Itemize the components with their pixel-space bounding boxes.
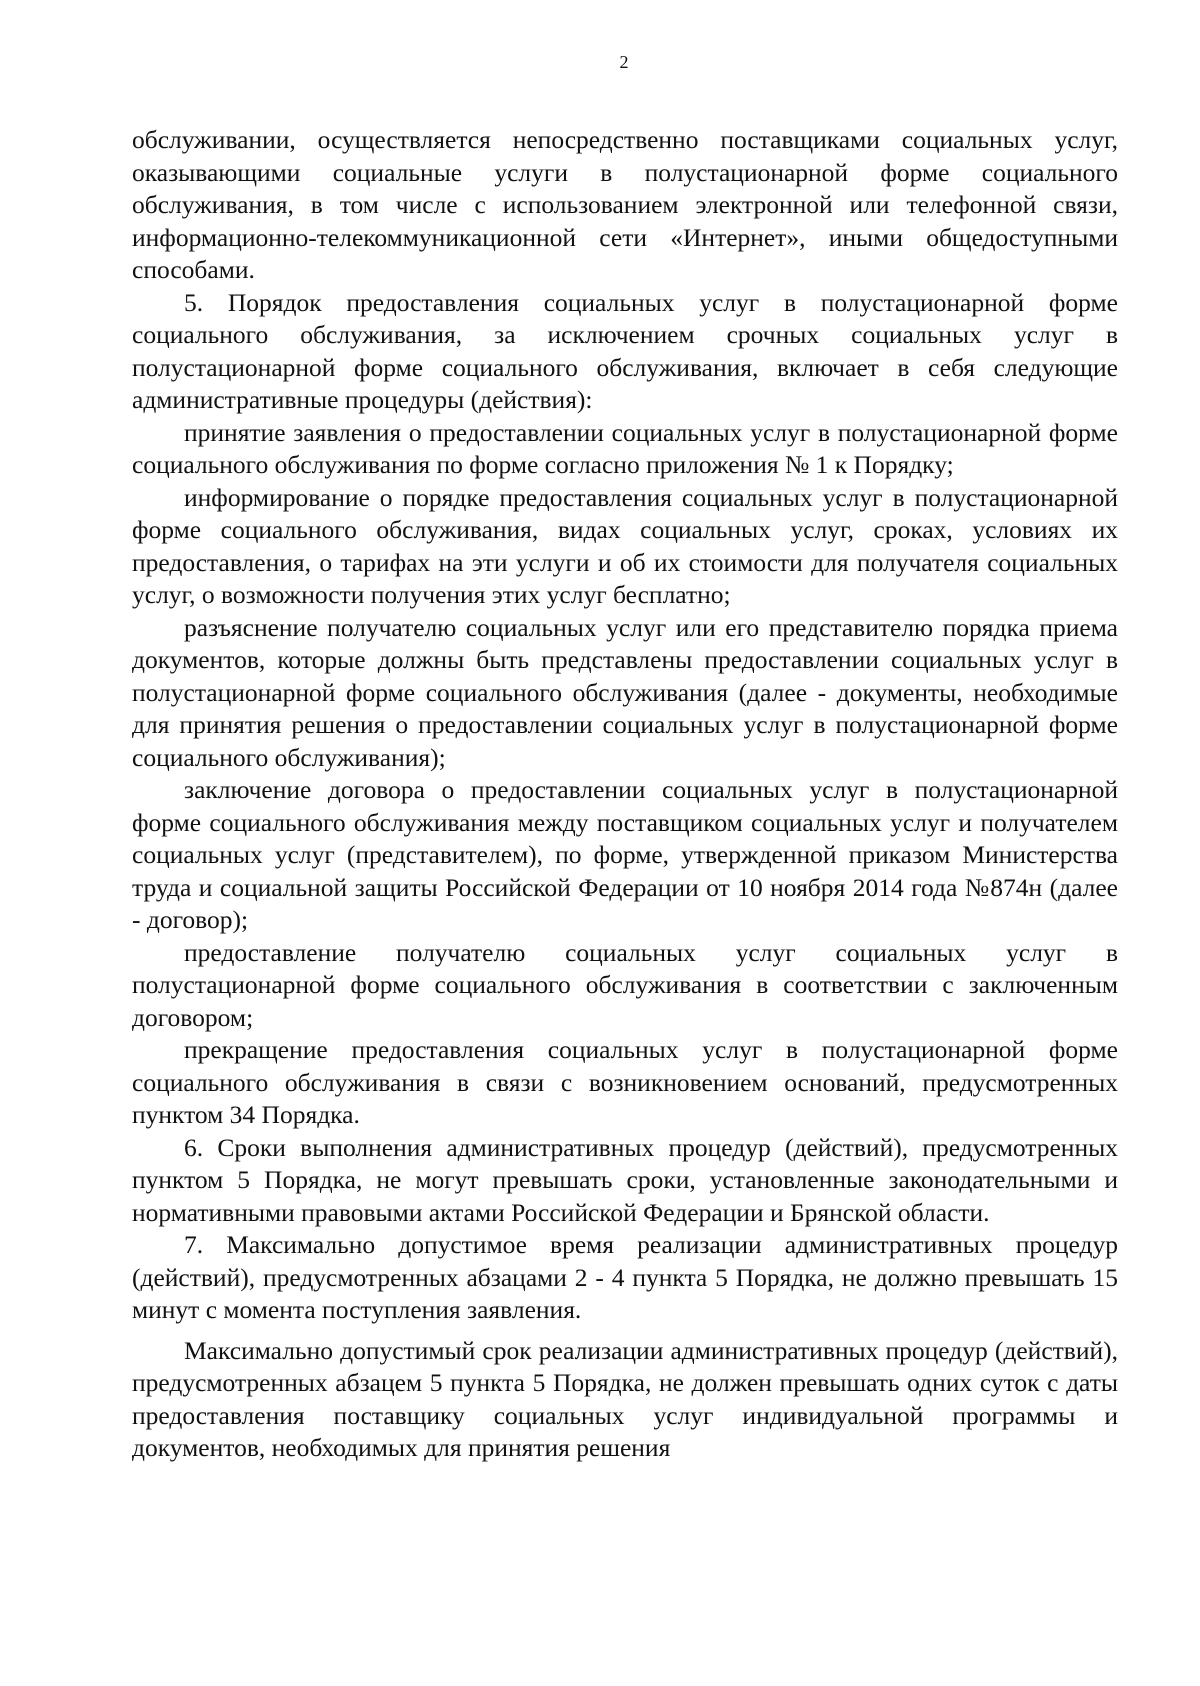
paragraph-item-6: 6. Сроки выполнения административных процедур (действий), предусмотренных пунктом 5 Порядка, не могут превышать сроки, установленные законодательными и нормативными правовыми актами Российской Федерации и Брянской области. (132, 1132, 1118, 1227)
page-number: 2 (619, 52, 629, 72)
paragraph-continuation: обслуживании, осуществляется непосредственно поставщиками социальных услуг, оказывающими социальные услуги в полустационарной форме социального обслуживания, в том числе с использованием электронной или телефонной связи, информационно-телекоммуникационной сети «Интернет», иными общедоступными способами. (132, 125, 1118, 284)
paragraph-procedure-termination: прекращение предоставления социальных услуг в полустационарной форме социального обслуживания в связи с возникновением оснований, предусмотренных пунктом 34 Порядка. (132, 1035, 1118, 1129)
paragraph-procedure-explanation: разъяснение получателю социальных услуг или его представителю порядка приема документов, которые должны быть представлены предоставлении социальных услуг в полустационарной форме социального обслуживания (далее - документы, необходимые для принятия решения о предоставлении социальных услуг в полустационарной форме социального обслуживания); (132, 612, 1118, 772)
paragraph-procedure-informing: информирование о порядке предоставления социальных услуг в полустационарной форме социального обслуживания, видах социальных услуг, сроках, условиях их предоставления, о тарифах на эти услуги и об их стоимости для получателя социальных услуг, о возможности получения этих услуг бесплатно; (132, 482, 1118, 609)
document-body (132, 124, 1118, 1465)
paragraph-procedure-provision: предоставление получателю социальных услуг социальных услуг в полустационарной форме социального обслуживания в соответствии с заключенным договором; (132, 937, 1118, 1032)
paragraph-procedure-contract: заключение договора о предоставлении социальных услуг в полустационарной форме социального обслуживания между поставщиком социальных услуг и получателем социальных услуг (представителем), по форме, утвержденной приказом Министерства труда и социальной защиты Российской Федерации от 10 ноября 2014 года №874н (далее - договор); (132, 775, 1118, 934)
paragraph-max-term: Максимально допустимый срок реализации административных процедур (действий), предусмотренных абзацем 5 пункта 5 Порядка, не должен превышать одних суток с даты предоставления поставщику социальных услуг индивидуальной программы и документов, необходимых для принятия решения (132, 1335, 1118, 1462)
paragraph-item-5: 5. Порядок предоставления социальных услуг в полустационарной форме социального обслуживания, за исключением срочных социальных услуг в полустационарной форме социального обслуживания, включает в себя следующие административные процедуры (действия): (132, 287, 1118, 414)
paragraph-procedure-application: принятие заявления о предоставлении социальных услуг в полустационарной форме социального обслуживания по форме согласно приложения № 1 к Порядку; (132, 417, 1118, 479)
paragraph-item-7: 7. Максимально допустимое время реализации административных процедур (действий), предусмотренных абзацами 2 - 4 пункта 5 Порядка, не должно превышать 15 минут с момента поступления заявления. (132, 1230, 1118, 1324)
